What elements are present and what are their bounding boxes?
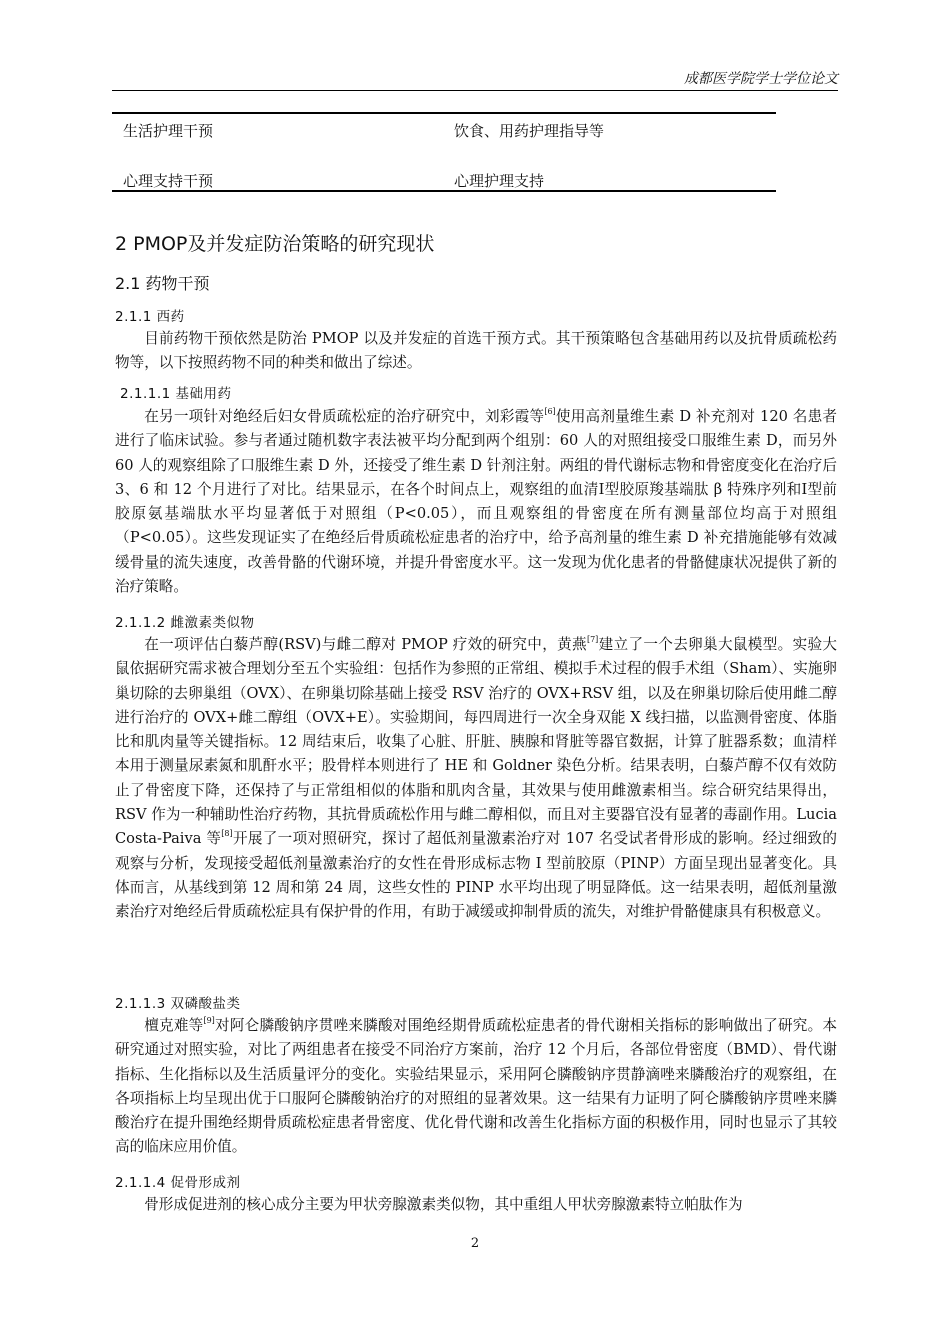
paragraph-text: 对阿仑膦酸钠序贯唑来膦酸对围绝经期骨质疏松症患者的骨代谢相关指标的影响做出了研究。本研究通过对照实验，对比了两组患者在接受不同治疗方案前，治疗 12 个月后，各部位骨密度（BMD）、骨代谢指标、生化指标以及生活质量评分的变化。实验结果显示，采用阿仑膦酸钠序贯静滴唑来膦酸治疗的观察组，在各项指标上均呈现出优于口服阿仑膦酸钠治疗的对照组的显著效果。这一结果有力证明了阿仑膦酸钠序贯唑来膦酸治疗在提升围绝经期骨质疏松症患者骨密度、优化骨代谢和改善生化指标方面的积极作用，同时也显示了其较高的临床应用价值。 <box>115 1017 837 1156</box>
subsection-heading: 2.1 药物干预 <box>115 274 210 293</box>
table-cell-content: 心理护理支持 <box>454 172 545 190</box>
table-row <box>112 164 776 190</box>
paragraph-bone-formation: 骨形成促进剂的核心成分主要为甲状旁腺激素类似物，其中重组人甲状旁腺激素特立帕肽作为 <box>144 1196 743 1213</box>
paragraph-estrogen-analogs <box>115 633 837 925</box>
table-cell-measure: 心理支持干预 <box>123 172 214 190</box>
intervention-table <box>112 112 776 192</box>
intro-paragraph: 目前药物干预依然是防治 PMOP 以及并发症的首选干预方式。其干预策略包含基础用药以及抗骨质疏松药物等，以下按照药物不同的种类和做出了综述。 <box>115 330 837 372</box>
citation-ref[interactable]: [7] <box>586 635 599 644</box>
heading-basic-drugs: 2.1.1.1 基础用药 <box>120 386 232 402</box>
paragraph-text: 建立了一个去卵巢大鼠模型。实验大鼠依据研究需求被合理划分至五个实验组：包括作为参照的正常组、模拟手术过程的假手术组（Sham）、实施卵巢切除的去卵巢组（OVX）、在卵巢切除基础上接受 RSV 治疗的 OVX+RSV 组，以及在卵巢切除后使用雌二醇进行治疗的 OVX+雌二醇组（OVX+E）。实验期间，每四周进行一次全身双能 X 线扫描，以监测骨密度、体脂比和肌肉量等关键指标。12 周结束后，收集了心脏、肝脏、胰腺和肾脏等器官数据，计算了脏器系数；血清样本用于测量尿素氮和肌酐水平；股骨样本则进行了 HE 和 Goldner 染色分析。结果表明，白藜芦醇不仅有效防止了骨密度下降，还保持了与正常组相似的体脂和肌肉含量，其效果与使用雌激素相当。综合研究结果得出，RSV 作为一种辅助性治疗药物，其抗骨质疏松作用与雌二醇相似，而且对主要器官没有显著的毒副作用。Lucia Costa-Paiva 等 <box>115 636 837 848</box>
header-rule <box>112 90 838 91</box>
table-cell-content: 饮食、用药护理指导等 <box>454 122 605 140</box>
paragraph-text: 在另一项针对绝经后妇女骨质疏松症的治疗研究中，刘彩霞等 <box>144 408 545 425</box>
paragraph-basic-drugs <box>115 405 837 599</box>
heading-estrogen-analogs: 2.1.1.2 雌激素类似物 <box>115 615 255 631</box>
paragraph-text: 使用高剂量维生素 D 补充剂对 120 名患者进行了临床试验。参与者通过随机数字表法被平均分配到两个组别：60 人的对照组接受口服维生素 D，而另外 60 人的观察组除了口服维生素 D 外，还接受了维生素 D 针剂注射。两组的骨代谢标志物和骨密度变化在治疗后 3、6 和 12 个月进行了对比。结果显示，在各个时间点上，观察组的血清Ⅰ型胶原羧基端肽 β 特殊序列和Ⅰ型前胶原氨基端肽水平均显著低于对照组（P<0.05），而且观察组的骨密度在所有测量部位均高于对照组（P<0.05）。这些发现证实了在绝经后骨质疏松症患者的治疗中，给予高剂量的维生素 D 补充措施能够有效减缓骨量的流失速度，改善骨骼的代谢环境，并提升骨密度水平。这一发现为优化患者的骨骼健康状况提供了新的治疗策略。 <box>115 408 837 596</box>
paragraph-bisphosphonates <box>115 1014 837 1160</box>
citation-ref[interactable]: [8] <box>221 829 233 839</box>
heading-bisphosphonates: 2.1.1.3 双磷酸盐类 <box>115 996 241 1012</box>
heading-bone-formation: 2.1.1.4 促骨形成剂 <box>115 1175 241 1191</box>
table-cell-measure: 生活护理干预 <box>123 122 214 140</box>
subsubsection-heading: 2.1.1 西药 <box>115 309 185 325</box>
paragraph-text: 在一项评估白藜芦醇(RSV)与雌二醇对 PMOP 疗效的研究中，黄燕 <box>144 636 587 653</box>
paragraph-text: 檀克难等 <box>144 1017 204 1034</box>
section-heading: 2 PMOP及并发症防治策略的研究现状 <box>115 233 435 255</box>
paragraph-text: 开展了一项对照研究，探讨了超低剂量激素治疗对 107 名受试者骨形成的影响。经过细致的观察与分析，发现接受超低剂量激素治疗的女性在骨形成标志物 I 型前胶原（PINP）方面呈现出显著变化。具体而言，从基线到第 12 周和第 24 周，这些女性的 PINP 水平均出现了明显降低。这一结果表明，超低剂量激素治疗对绝经后骨质疏松症具有保护骨的作用，有助于减缓或抑制骨质的流失，对维护骨骼健康具有积极意义。 <box>115 830 837 921</box>
table-row <box>112 114 776 164</box>
page-number: 2 <box>470 1236 480 1251</box>
running-header: 成都医学院学士学位论文 <box>684 71 838 87</box>
citation-ref[interactable]: [9] <box>203 1016 215 1025</box>
citation-ref[interactable]: [6] <box>544 407 556 416</box>
